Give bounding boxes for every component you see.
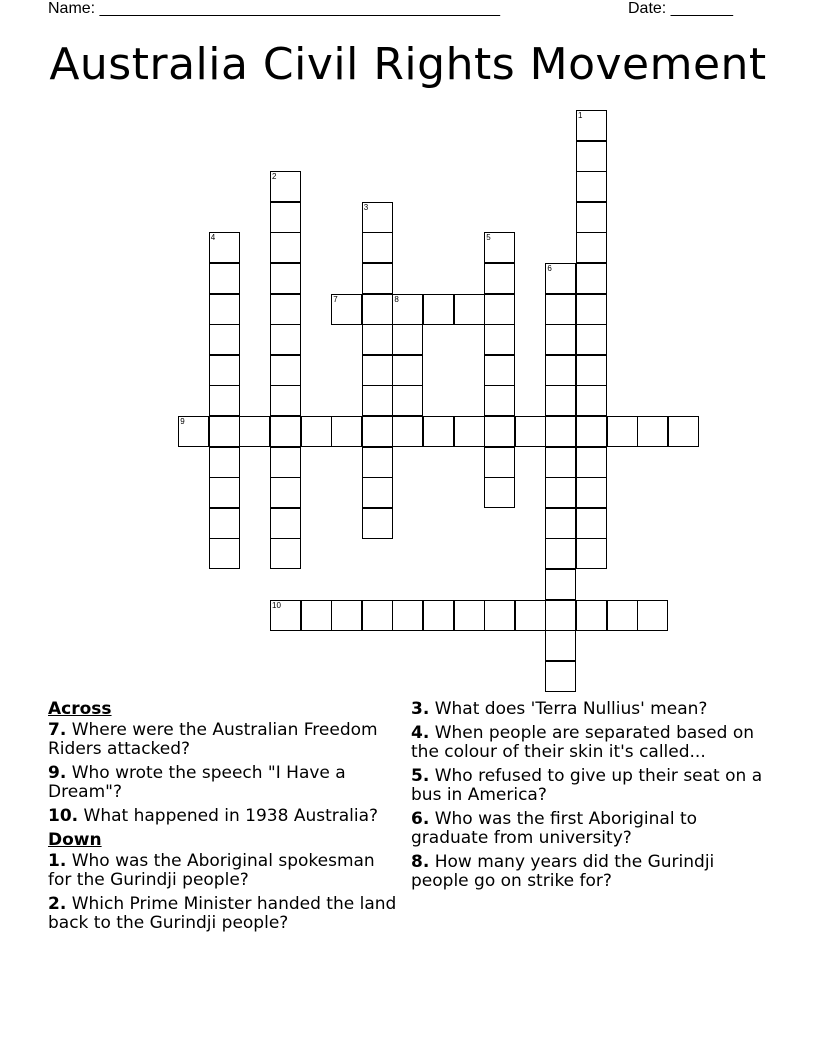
grid-cell[interactable] [392, 324, 423, 355]
grid-cell[interactable] [209, 232, 240, 263]
grid-cell[interactable] [362, 355, 393, 386]
clue-number: 9. [48, 763, 67, 783]
grid-cell[interactable] [423, 416, 454, 447]
clue-down-5 [411, 767, 771, 805]
grid-cell[interactable] [209, 477, 240, 508]
grid-cell[interactable] [301, 416, 332, 447]
grid-cell[interactable] [392, 416, 423, 447]
clue-text: Who was the first Aboriginal to graduate from university? [411, 809, 698, 848]
clue-number: 6. [411, 809, 430, 829]
grid-cell[interactable] [484, 294, 515, 325]
grid-cell[interactable] [545, 355, 576, 386]
clue-down-3 [411, 700, 771, 719]
grid-cell[interactable] [270, 202, 301, 233]
grid-cell[interactable] [392, 294, 423, 325]
grid-cell[interactable] [209, 355, 240, 386]
clue-number: 8. [411, 852, 430, 872]
clue-number: 5. [411, 766, 430, 786]
grid-cell[interactable] [576, 385, 607, 416]
grid-cell[interactable] [637, 600, 668, 631]
grid-cell[interactable] [270, 477, 301, 508]
grid-cell[interactable] [239, 416, 270, 447]
date-line: Date: _______ [628, 0, 733, 17]
grid-cell[interactable] [270, 294, 301, 325]
grid-cell[interactable] [515, 600, 546, 631]
grid-cell[interactable] [484, 232, 515, 263]
grid-cell[interactable] [270, 538, 301, 569]
grid-cell[interactable] [484, 477, 515, 508]
grid-cell[interactable] [515, 416, 546, 447]
cell-number: 7 [333, 294, 338, 304]
clue-number: 7. [48, 720, 67, 740]
grid-cell[interactable] [545, 416, 576, 447]
grid-cell[interactable] [362, 416, 393, 447]
grid-cell[interactable] [607, 416, 638, 447]
name-line: Name: _____________________________________________ [48, 0, 500, 17]
grid-cell[interactable] [270, 355, 301, 386]
clue-down-2 [48, 895, 398, 933]
grid-cell[interactable] [576, 232, 607, 263]
clue-down-1 [48, 852, 398, 890]
grid-cell[interactable] [576, 294, 607, 325]
cell-number: 10 [272, 600, 281, 610]
grid-cell[interactable] [576, 202, 607, 233]
grid-cell[interactable] [392, 600, 423, 631]
clue-across-9 [48, 764, 398, 802]
grid-cell[interactable] [576, 110, 607, 141]
grid-cell[interactable] [484, 324, 515, 355]
grid-cell[interactable] [362, 477, 393, 508]
grid-cell[interactable] [209, 538, 240, 569]
grid-cell[interactable] [484, 600, 515, 631]
grid-cell[interactable] [331, 294, 362, 325]
grid-cell[interactable] [209, 385, 240, 416]
grid-cell[interactable] [576, 600, 607, 631]
grid-cell[interactable] [484, 385, 515, 416]
grid-cell[interactable] [209, 447, 240, 478]
cell-number: 8 [394, 294, 399, 304]
down-heading: Down [48, 830, 102, 850]
clue-text: When people are separated based on the colour of their skin it's called... [411, 723, 754, 762]
grid-cell[interactable] [209, 416, 240, 447]
cell-number: 6 [547, 264, 552, 273]
grid-cell[interactable] [576, 355, 607, 386]
clue-down-6 [411, 810, 771, 848]
grid-cell[interactable] [576, 447, 607, 478]
grid-cell[interactable] [331, 416, 362, 447]
grid-cell[interactable] [545, 294, 576, 325]
grid-cell[interactable] [576, 416, 607, 447]
grid-cell[interactable] [576, 171, 607, 202]
grid-cell[interactable] [484, 263, 515, 294]
grid-cell[interactable] [454, 416, 485, 447]
grid-cell[interactable] [545, 447, 576, 478]
grid-cell[interactable] [362, 294, 393, 325]
grid-cell[interactable] [637, 416, 668, 447]
grid-cell[interactable] [576, 508, 607, 539]
clue-number: 3. [411, 699, 430, 719]
grid-cell[interactable] [576, 324, 607, 355]
grid-cell[interactable] [209, 508, 240, 539]
clue-across-10 [48, 807, 398, 826]
grid-cell[interactable] [209, 294, 240, 325]
grid-cell[interactable] [362, 202, 393, 233]
page-title: Australia Civil Rights Movement [49, 39, 767, 90]
grid-cell[interactable] [545, 263, 576, 294]
grid-cell[interactable] [392, 385, 423, 416]
clue-text: Who refused to give up their seat on a bus in America? [411, 766, 763, 805]
clue-text: What happened in 1938 Australia? [83, 806, 379, 826]
grid-cell[interactable] [270, 385, 301, 416]
grid-cell[interactable] [545, 569, 576, 600]
clues-left-column [48, 700, 398, 938]
cell-number: 9 [180, 417, 185, 426]
grid-cell[interactable] [484, 447, 515, 478]
grid-cell[interactable] [423, 600, 454, 631]
grid-cell[interactable] [545, 324, 576, 355]
cell-number: 1 [578, 111, 583, 120]
grid-cell[interactable] [607, 600, 638, 631]
grid-cell[interactable] [362, 263, 393, 294]
clue-text: Who wrote the speech "I Have a Dream"? [48, 763, 346, 802]
grid-cell[interactable] [270, 263, 301, 294]
grid-cell[interactable] [209, 263, 240, 294]
grid-cell[interactable] [362, 447, 393, 478]
grid-cell[interactable] [392, 355, 423, 386]
grid-cell[interactable] [270, 171, 301, 202]
cell-number: 4 [210, 233, 216, 243]
clue-number: 4. [411, 723, 430, 743]
grid-cell[interactable] [576, 477, 607, 508]
clue-text: Which Prime Minister handed the land back to the Gurindji people? [48, 894, 397, 933]
clue-text: What does 'Terra Nullius' mean? [434, 699, 708, 719]
grid-cell[interactable] [331, 600, 362, 631]
clue-down-8 [411, 853, 771, 891]
grid-cell[interactable] [362, 600, 393, 631]
grid-cell[interactable] [545, 508, 576, 539]
grid-cell[interactable] [576, 141, 607, 172]
grid-cell[interactable] [301, 600, 332, 631]
grid-cell[interactable] [454, 294, 485, 325]
grid-cell[interactable] [545, 600, 576, 631]
grid-cell[interactable] [576, 538, 607, 569]
grid-cell[interactable] [545, 661, 576, 692]
grid-cell[interactable] [209, 324, 240, 355]
grid-cell[interactable] [484, 416, 515, 447]
cell-number: 5 [486, 233, 491, 243]
cell-number: 3 [363, 202, 369, 212]
grid-cell[interactable] [484, 355, 515, 386]
clue-number: 1. [48, 851, 67, 871]
grid-cell[interactable] [362, 385, 393, 416]
clue-text: Who was the Aboriginal spokesman for the Gurindji people? [48, 851, 375, 890]
clue-number: 10. [48, 806, 79, 826]
grid-cell[interactable] [270, 324, 301, 355]
cell-number: 2 [272, 172, 277, 182]
clue-across-7 [48, 721, 398, 759]
grid-cell[interactable] [668, 416, 699, 447]
clue-number: 2. [48, 894, 67, 914]
grid-cell[interactable] [178, 416, 209, 447]
grid-cell[interactable] [270, 447, 301, 478]
across-heading: Across [48, 699, 112, 719]
clue-down-4 [411, 724, 771, 762]
clue-text: Where were the Australian Freedom Riders attacked? [48, 720, 378, 759]
grid-cell[interactable] [362, 232, 393, 263]
grid-cell[interactable] [270, 232, 301, 263]
grid-cell[interactable] [362, 324, 393, 355]
clues-right-column [411, 700, 771, 896]
grid-cell[interactable] [270, 600, 301, 631]
clue-text: How many years did the Gurindji people go on strike for? [411, 852, 715, 891]
grid-cell[interactable] [545, 538, 576, 569]
grid-cell[interactable] [270, 416, 301, 447]
grid-cell[interactable] [545, 385, 576, 416]
grid-cell[interactable] [423, 294, 454, 325]
grid-cell[interactable] [576, 263, 607, 294]
grid-cell[interactable] [454, 600, 485, 631]
grid-cell[interactable] [362, 508, 393, 539]
grid-cell[interactable] [545, 477, 576, 508]
grid-cell[interactable] [545, 630, 576, 661]
grid-cell[interactable] [270, 508, 301, 539]
